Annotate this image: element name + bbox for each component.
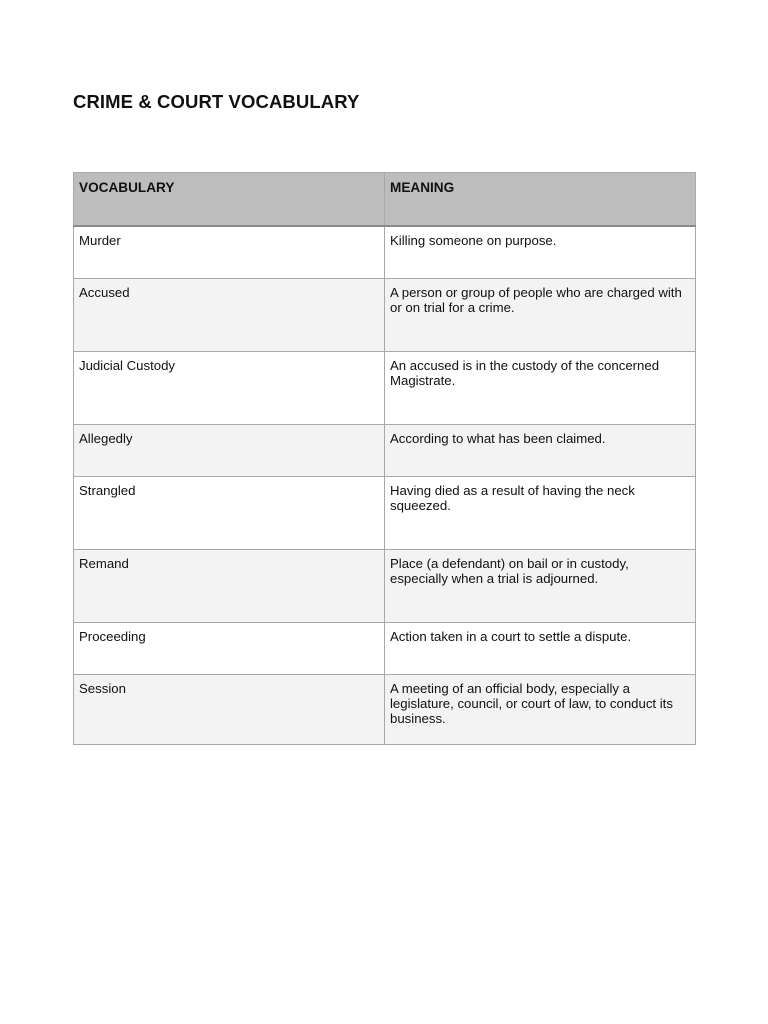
term-cell: Murder	[74, 226, 385, 278]
table-row	[74, 226, 696, 278]
meaning-cell: A person or group of people who are charged with or on trial for a crime.	[385, 278, 696, 351]
term-cell: Proceeding	[74, 622, 385, 674]
term-cell: Judicial Custody	[74, 351, 385, 424]
table-header-row	[74, 173, 696, 227]
meaning-cell: According to what has been claimed.	[385, 424, 696, 476]
term-cell: Remand	[74, 549, 385, 622]
meaning-cell: Action taken in a court to settle a dispute.	[385, 622, 696, 674]
meaning-cell: Killing someone on purpose.	[385, 226, 696, 278]
table-row	[74, 351, 696, 424]
table-row	[74, 674, 696, 744]
meaning-cell: Having died as a result of having the neck squeezed.	[385, 476, 696, 549]
meaning-cell: An accused is in the custody of the concerned Magistrate.	[385, 351, 696, 424]
vocabulary-table	[73, 172, 696, 745]
table-row	[74, 278, 696, 351]
page-title: CRIME & COURT VOCABULARY	[73, 91, 360, 112]
table-row	[74, 424, 696, 476]
meaning-cell: Place (a defendant) on bail or in custody, especially when a trial is adjourned.	[385, 549, 696, 622]
table-row	[74, 549, 696, 622]
term-cell: Strangled	[74, 476, 385, 549]
term-cell: Accused	[74, 278, 385, 351]
column-header-vocabulary: VOCABULARY	[74, 173, 385, 227]
table-row	[74, 476, 696, 549]
term-cell: Allegedly	[74, 424, 385, 476]
term-cell: Session	[74, 674, 385, 744]
meaning-cell: A meeting of an official body, especially a legislature, council, or court of law, to conduct its business.	[385, 674, 696, 744]
column-header-meaning: MEANING	[385, 173, 696, 227]
table-row	[74, 622, 696, 674]
